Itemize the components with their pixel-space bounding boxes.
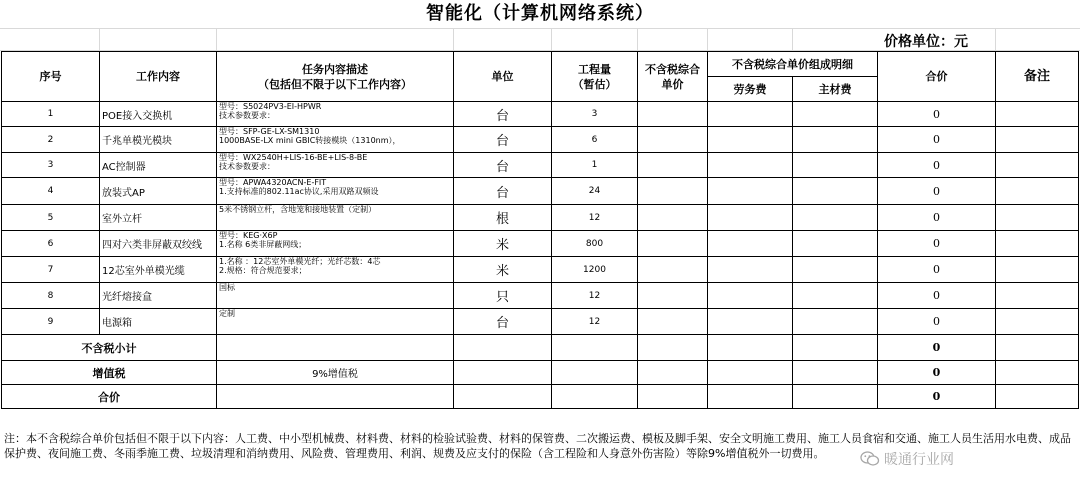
row-desc-line2: 1.名称 6类非屏蔽网线； (219, 240, 307, 249)
row-qty: 1200 (552, 257, 638, 283)
row-unit: 米 (454, 231, 552, 257)
row-unit: 米 (454, 257, 552, 283)
header-price-line2: 单价 (661, 77, 684, 91)
row-material[interactable] (793, 257, 878, 283)
header-unit-price (638, 52, 708, 102)
grand-total-unit (454, 385, 552, 409)
row-unit-price[interactable] (638, 102, 708, 127)
row-remark[interactable] (996, 257, 1079, 283)
header-desc (217, 52, 454, 102)
row-unit: 台 (454, 178, 552, 205)
row-labor[interactable] (708, 153, 793, 178)
row-remark[interactable] (996, 127, 1079, 153)
row-material[interactable] (793, 205, 878, 231)
row-name: 室外立杆 (100, 205, 217, 231)
table-row (2, 231, 1079, 257)
row-labor[interactable] (708, 231, 793, 257)
row-desc-line1: 型号：WX2540H+LIS-16-BE+LIS-8-BE (219, 153, 368, 162)
row-qty: 3 (552, 102, 638, 127)
row-labor[interactable] (708, 257, 793, 283)
row-seq: 9 (2, 309, 100, 335)
header-work: 工作内容 (100, 52, 217, 102)
row-seq: 8 (2, 283, 100, 309)
row-seq: 2 (2, 127, 100, 153)
grand-total-row (2, 385, 1079, 409)
row-total: 0 (878, 178, 996, 205)
subtotal-row (2, 335, 1079, 361)
row-qty: 800 (552, 231, 638, 257)
row-qty: 6 (552, 127, 638, 153)
row-remark[interactable] (996, 283, 1079, 309)
table-row (2, 257, 1079, 283)
row-total: 0 (878, 283, 996, 309)
row-desc (217, 309, 454, 335)
grand-total-qty (552, 385, 638, 409)
subtotal-value: 0 (878, 335, 996, 361)
row-unit: 台 (454, 102, 552, 127)
grand-total-price (638, 385, 708, 409)
row-remark[interactable] (996, 309, 1079, 335)
vat-labor (708, 361, 793, 385)
row-unit: 只 (454, 283, 552, 309)
row-labor[interactable] (708, 102, 793, 127)
row-desc (217, 283, 454, 309)
header-total: 合价 (878, 52, 996, 102)
row-total: 0 (878, 153, 996, 178)
row-labor[interactable] (708, 178, 793, 205)
row-unit-price[interactable] (638, 309, 708, 335)
row-remark[interactable] (996, 153, 1079, 178)
row-unit: 台 (454, 127, 552, 153)
row-seq: 7 (2, 257, 100, 283)
subtotal-label: 不含税小计 (2, 335, 217, 361)
subtotal-unit (454, 335, 552, 361)
row-name: 电源箱 (100, 309, 217, 335)
vat-remark (996, 361, 1079, 385)
header-seq: 序号 (2, 52, 100, 102)
header-price-line1: 不含税综合 (645, 62, 700, 76)
row-desc-line1: 型号：APWA4320ACN-E-FIT (219, 178, 327, 187)
row-unit-price[interactable] (638, 127, 708, 153)
table-row (2, 127, 1079, 153)
row-desc (217, 102, 454, 127)
subtotal-desc (217, 335, 454, 361)
row-name: 12芯室外单模光缆 (100, 257, 217, 283)
subtotal-qty (552, 335, 638, 361)
row-material[interactable] (793, 153, 878, 178)
row-seq: 6 (2, 231, 100, 257)
header-labor: 劳务费 (708, 77, 793, 102)
row-desc-line2: 1000BASE-LX mini GBIC转接模块（1310nm）， (219, 136, 401, 145)
header-qty-line1: 工程量 (578, 62, 611, 76)
row-name: POE接入交换机 (100, 102, 217, 127)
row-qty: 12 (552, 309, 638, 335)
gridline (637, 28, 638, 51)
wechat-icon (860, 451, 880, 467)
row-unit-price[interactable] (638, 283, 708, 309)
row-seq: 3 (2, 153, 100, 178)
footnote: 注：本不含税综合单价包括但不限于以下内容：人工费、中小型机械费、材料费、材料的检验试验费、材料的保管费、二次搬运费、模板及脚手架、安全文明施工费用、施工人员食宿和交通、施工人员生活用水电费、成品保护费、夜间施工费、冬雨季施工费、垃圾清理和消纳费用、风险费、管理费用、利润、规费及应支付的保险（含工程险和人身意外伤害险）等除9%增值税外一切费用。 (4, 432, 1071, 460)
row-qty: 1 (552, 153, 638, 178)
watermark (860, 448, 954, 470)
row-total: 0 (878, 102, 996, 127)
row-qty: 12 (552, 283, 638, 309)
header-breakdown: 不含税综合单价组成明细 (708, 52, 878, 77)
header-qty-line2: （暂估） (572, 77, 617, 91)
subtotal-price (638, 335, 708, 361)
row-desc (217, 153, 454, 178)
row-unit-price[interactable] (638, 178, 708, 205)
row-material[interactable] (793, 127, 878, 153)
row-qty: 24 (552, 178, 638, 205)
row-unit-price[interactable] (638, 231, 708, 257)
row-unit: 台 (454, 309, 552, 335)
row-desc-line2: 技术参数要求： (219, 162, 275, 171)
row-labor[interactable] (708, 127, 793, 153)
row-desc (217, 178, 454, 205)
row-desc-line1: 型号：SFP-GE-LX-SM1310 (219, 127, 320, 136)
row-desc-line2: 2.规格：符合规范要求； (219, 266, 307, 275)
subtotal-material (793, 335, 878, 361)
row-name: 千兆单模光模块 (100, 127, 217, 153)
grand-total-remark (996, 385, 1079, 409)
table-row (2, 178, 1079, 205)
row-unit: 根 (454, 205, 552, 231)
grand-total-material (793, 385, 878, 409)
row-desc-line1: 1.名称 ：12芯室外单模光纤；光纤芯数：4芯 (219, 257, 381, 266)
row-seq: 5 (2, 205, 100, 231)
row-desc-line1: 定制 (219, 309, 235, 318)
row-material[interactable] (793, 231, 878, 257)
row-labor[interactable] (708, 205, 793, 231)
row-qty: 12 (552, 205, 638, 231)
header-remark: 备注 (996, 52, 1079, 102)
row-unit: 台 (454, 153, 552, 178)
gridline (453, 28, 454, 51)
row-remark[interactable] (996, 102, 1079, 127)
row-total: 0 (878, 309, 996, 335)
gridline (551, 28, 552, 51)
row-name: AC控制器 (100, 153, 217, 178)
row-desc-line2: 技术参数要求： (219, 111, 275, 120)
row-name: 光纤熔接盒 (100, 283, 217, 309)
watermark-text: 暖通行业网 (884, 452, 954, 468)
row-material[interactable] (793, 309, 878, 335)
row-total: 0 (878, 127, 996, 153)
row-desc (217, 205, 454, 231)
vat-label: 增值税 (2, 361, 217, 385)
gridline (707, 28, 708, 51)
row-name: 放装式AP (100, 178, 217, 205)
row-unit-price[interactable] (638, 257, 708, 283)
vat-qty (552, 361, 638, 385)
row-desc (217, 257, 454, 283)
row-labor[interactable] (708, 309, 793, 335)
row-remark[interactable] (996, 231, 1079, 257)
row-material[interactable] (793, 102, 878, 127)
table-row (2, 102, 1079, 127)
row-remark[interactable] (996, 205, 1079, 231)
row-material[interactable] (793, 283, 878, 309)
row-total: 0 (878, 231, 996, 257)
row-desc-line1: 国标 (219, 283, 235, 292)
grand-total-labor (708, 385, 793, 409)
row-material[interactable] (793, 178, 878, 205)
row-name: 四对六类非屏蔽双绞线 (100, 231, 217, 257)
gridline (792, 28, 793, 51)
row-remark[interactable] (996, 178, 1079, 205)
vat-material (793, 361, 878, 385)
grand-total-value: 0 (878, 385, 996, 409)
table-row (2, 283, 1079, 309)
subtotal-labor (708, 335, 793, 361)
header-desc-line1: 任务内容描述 (302, 62, 368, 76)
table-row (2, 153, 1079, 178)
row-desc-line2: 1.支持标准的802.11ac协议,采用双路双频设 (219, 187, 379, 196)
vat-unit (454, 361, 552, 385)
table-row (2, 309, 1079, 335)
quotation-table (1, 51, 1079, 409)
sheet-title: 智能化（计算机网络系统） (426, 3, 654, 24)
grand-total-label: 合价 (2, 385, 217, 409)
vat-value: 0 (878, 361, 996, 385)
row-labor[interactable] (708, 283, 793, 309)
grand-total-desc (217, 385, 454, 409)
header-desc-line2: （包括但不限于以下工作内容） (258, 77, 412, 91)
header-unit: 单位 (454, 52, 552, 102)
gridline (0, 28, 1080, 29)
subtotal-remark (996, 335, 1079, 361)
table-row (2, 205, 1079, 231)
row-desc-line1: 型号：S5024PV3-EI-HPWR (219, 102, 322, 111)
gridline (99, 28, 100, 51)
row-desc-line1: 型号：KEG·X6P (219, 231, 278, 240)
row-total: 0 (878, 205, 996, 231)
price-unit-label: 价格单位：元 (884, 34, 968, 50)
vat-desc: 9%增值税 (217, 361, 454, 385)
row-unit-price[interactable] (638, 205, 708, 231)
vat-row (2, 361, 1079, 385)
row-desc (217, 231, 454, 257)
header-material: 主材费 (793, 77, 878, 102)
row-unit-price[interactable] (638, 153, 708, 178)
header-qty (552, 52, 638, 102)
row-desc-line1: 5米不锈钢立杆，含地笼和接地装置（定制） (219, 205, 377, 214)
row-seq: 4 (2, 178, 100, 205)
gridline (995, 28, 996, 51)
row-desc (217, 127, 454, 153)
row-seq: 1 (2, 102, 100, 127)
gridline (216, 28, 217, 51)
vat-price (638, 361, 708, 385)
row-total: 0 (878, 257, 996, 283)
